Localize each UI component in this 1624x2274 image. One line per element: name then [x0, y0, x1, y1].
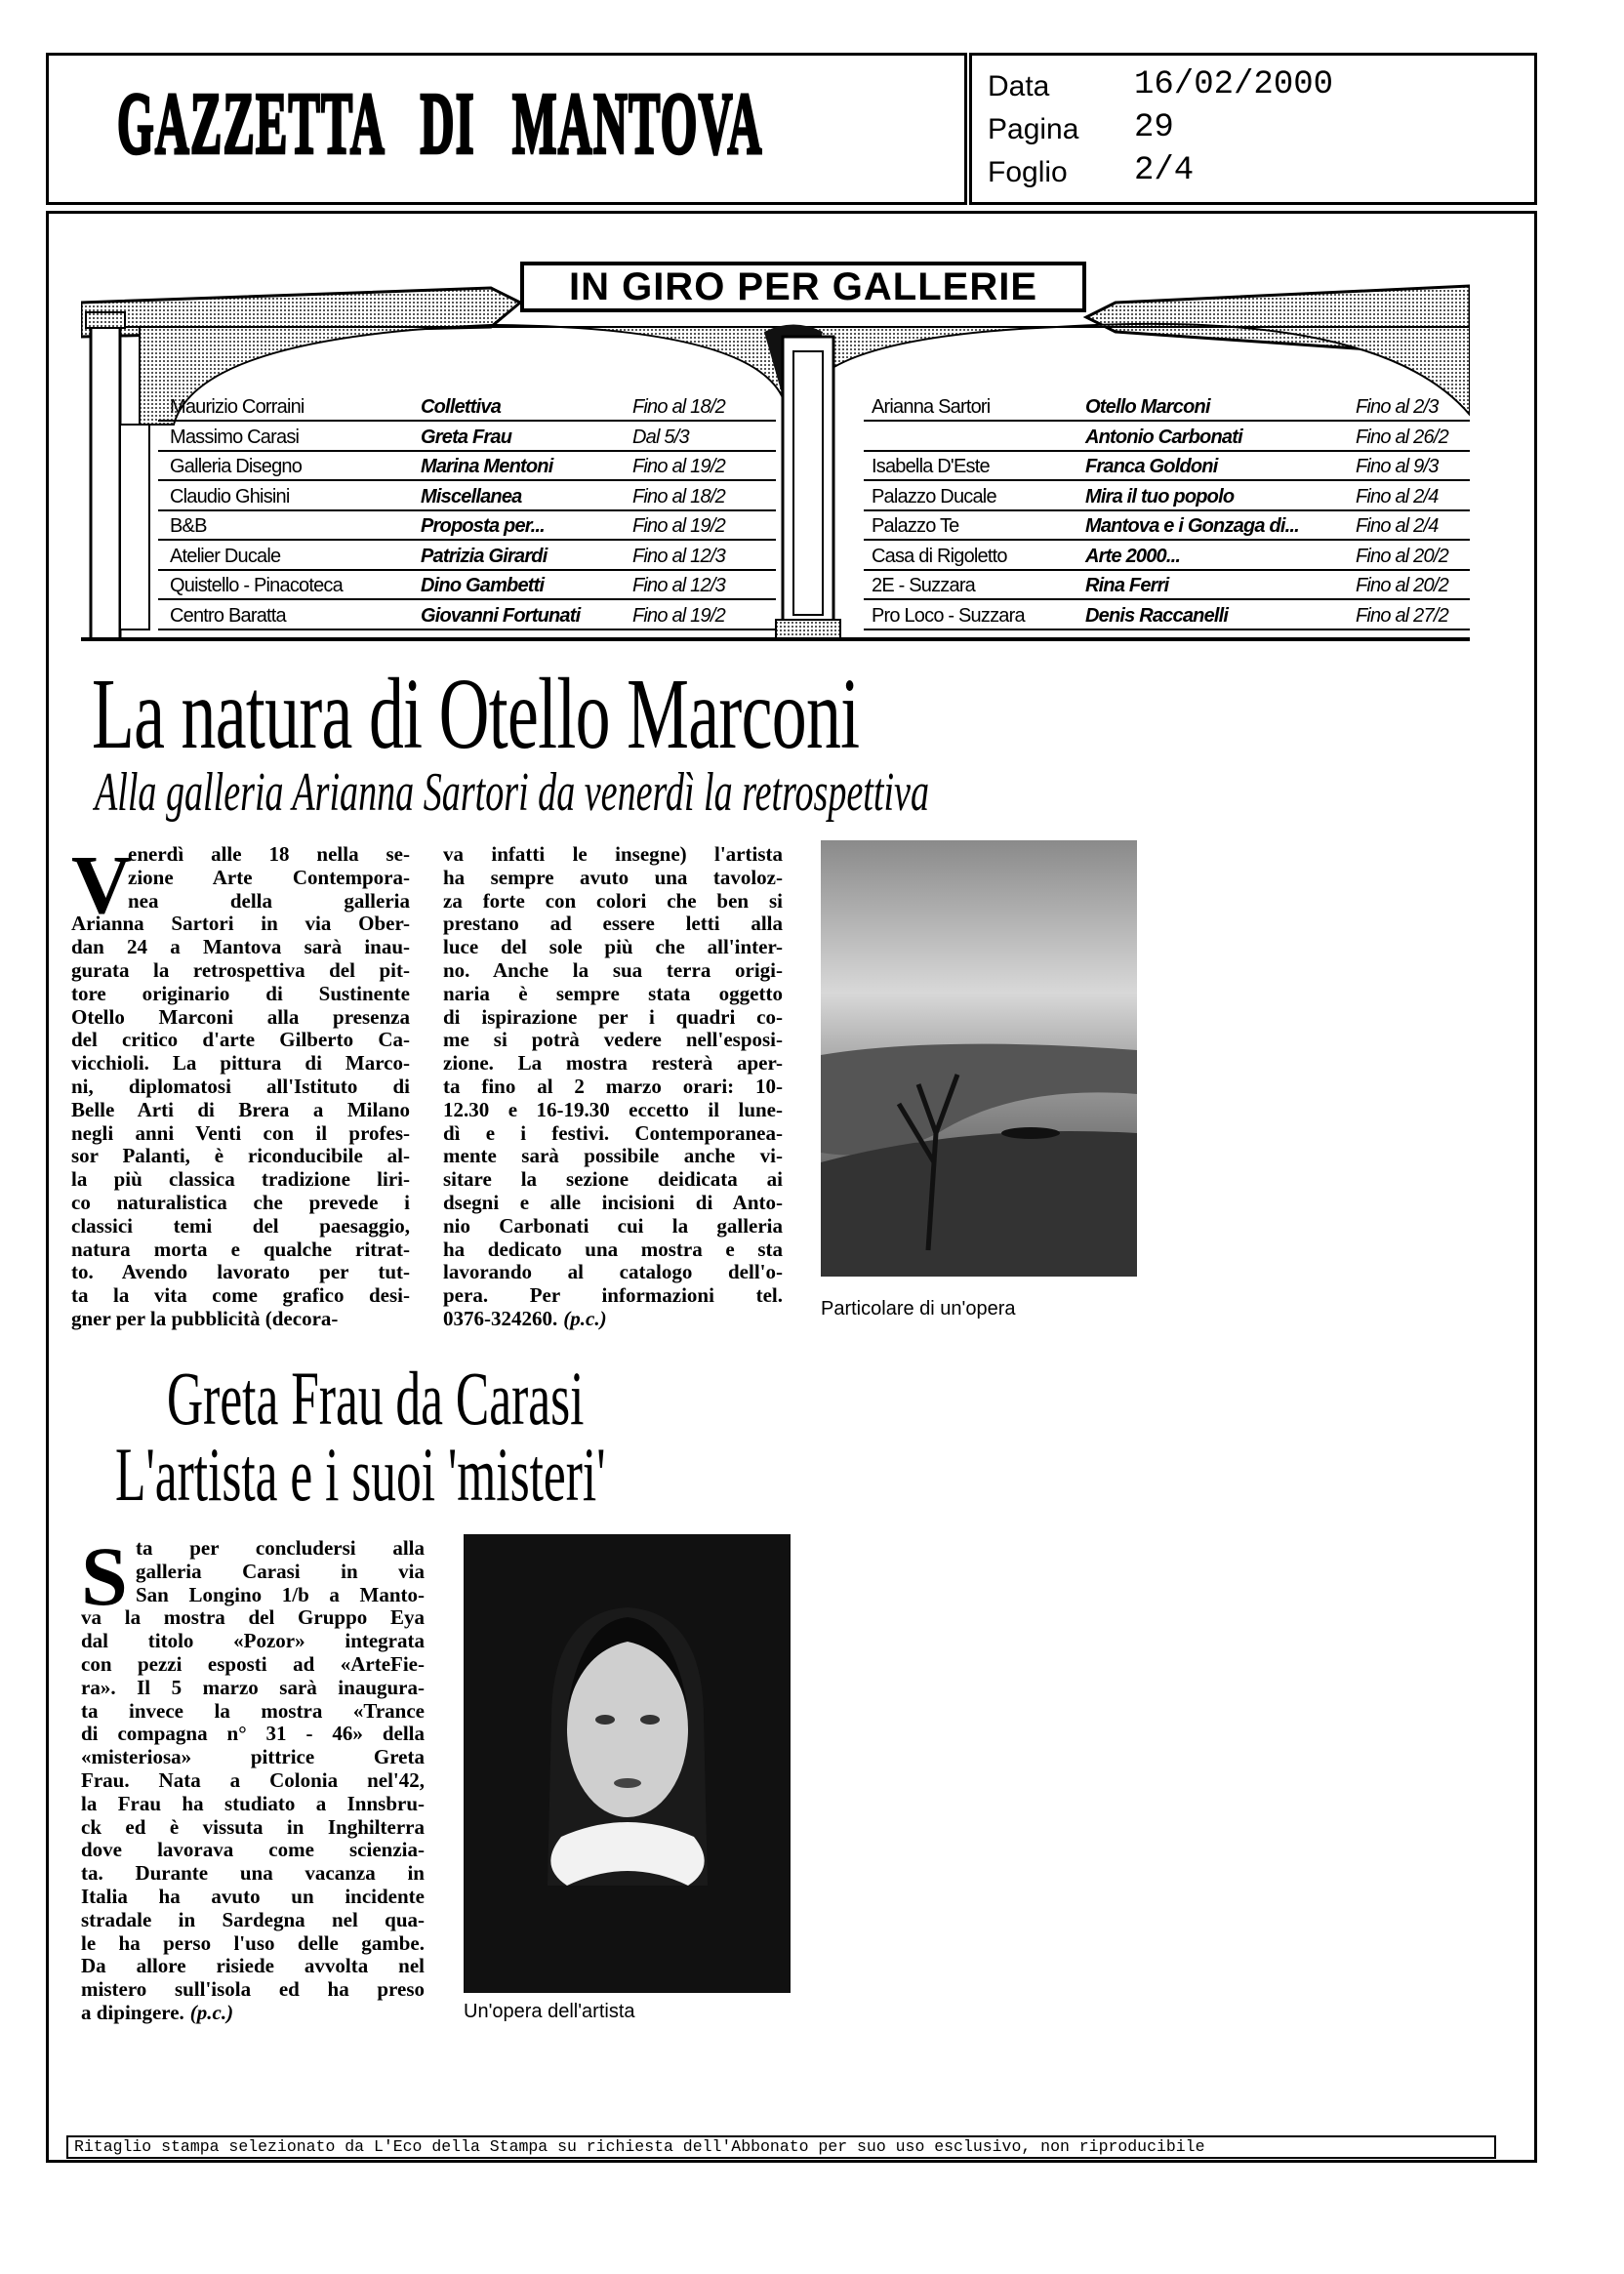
text-line-content: Otello Marconi alla presenza — [71, 1005, 410, 1029]
text-line — [443, 1006, 783, 1030]
text-line-content: enerdì alle 18 nella se- — [128, 843, 410, 866]
text-line — [71, 1052, 410, 1076]
text-line-content: va la mostra del Gruppo Eya — [81, 1606, 425, 1630]
text-line-content: 12.30 e 16-19.30 eccetto il lune- — [443, 1098, 783, 1121]
meta-label: Pagina — [988, 113, 1079, 145]
gallery-section-title: IN GIRO PER GALLERIE — [520, 262, 1086, 312]
text-line-content: prestano ad essere letti alla — [443, 913, 783, 936]
text-line-content: nio Carbonati cui la galleria — [443, 1214, 783, 1238]
text-line — [71, 1076, 410, 1099]
gallery-row — [158, 452, 776, 481]
text-line-content: mistero sull'isola ed ha preso — [81, 1978, 425, 2002]
exhibition-name: Arte 2000... — [1085, 545, 1181, 567]
text-line-content: me si potrà vedere nell'esposi- — [443, 1029, 783, 1052]
text-line-content: Italia ha avuto un incidente — [81, 1885, 425, 1908]
text-line-content: dsegni e alle incisioni di Anto- — [443, 1191, 783, 1214]
exhibition-dates: Fino al 9/3 — [1356, 456, 1439, 477]
text-line — [443, 1308, 783, 1331]
text-line-content: ta invece la mostra «Trance — [81, 1699, 425, 1723]
text-line — [71, 936, 410, 959]
text-line — [81, 1816, 425, 1840]
exhibition-dates: Fino al 26/2 — [1356, 426, 1448, 448]
text-line-content: ha sempre avuto una tavoloz- — [443, 866, 783, 889]
exhibition-dates: Fino al 2/4 — [1356, 515, 1439, 537]
gallery-row — [864, 423, 1470, 452]
text-line-content: to. Avendo lavorato per tut- — [71, 1261, 410, 1284]
photo-caption-2: Un'opera dell'artista — [464, 2001, 635, 2022]
text-line — [81, 1584, 425, 1607]
author-initials: (p.c.) — [189, 2001, 234, 2024]
gallery-row — [158, 571, 776, 600]
exhibition-dates: Fino al 2/3 — [1356, 396, 1439, 418]
text-line-content: zione Arte Contempora- — [128, 866, 410, 889]
text-line-content: la più classica tradizione liri- — [71, 1168, 410, 1192]
gallery-row — [158, 482, 776, 511]
text-line-content: tore originario di Sustinente — [71, 982, 410, 1005]
article-column-2 — [443, 843, 783, 1331]
text-line — [81, 1932, 425, 1956]
exhibition-name: Patrizia Girardi — [421, 545, 548, 567]
text-line-content: di ispirazione per i quadri co- — [443, 1005, 783, 1029]
text-line-content: natura morta e qualche ritrat- — [71, 1238, 410, 1261]
text-line — [71, 913, 410, 936]
text-line-content: Belle Arti di Brera a Milano — [71, 1098, 410, 1121]
text-line-content: pera. Per informazioni tel. — [443, 1284, 783, 1308]
copyright-notice: Ritaglio stampa selezionato da L'Eco della Stampa su richiesta dell'Abbonato per suo uso esclusivo, non riproducibile — [66, 2135, 1496, 2159]
text-line-content: Frau. Nata a Colonia nel'42, — [81, 1768, 425, 1792]
text-line-content: San Longino 1/b a Manto- — [136, 1583, 425, 1606]
drop-cap-2: S — [81, 1529, 128, 1623]
text-line-content: sitare la sezione deidicata ai — [443, 1168, 783, 1192]
text-line-content: naria è sempre stata oggetto — [443, 982, 783, 1005]
text-line — [71, 1308, 410, 1331]
text-line — [443, 913, 783, 936]
text-line — [71, 959, 410, 983]
text-line-content: negli anni Venti con il profes- — [71, 1121, 410, 1145]
drop-cap: V — [71, 837, 133, 931]
text-line — [81, 1955, 425, 1978]
text-line-content: dì e i festivi. Contemporanea- — [443, 1121, 783, 1145]
text-line-content: nea della galleria — [128, 889, 410, 913]
text-line — [71, 867, 410, 890]
text-line-content: ta la vita come grafico desi- — [71, 1284, 410, 1308]
exhibition-dates: Fino al 18/2 — [632, 485, 725, 508]
text-line-content: con pezzi esposti ad «ArteFie- — [81, 1652, 425, 1676]
gallery-name: Atelier Ducale — [170, 545, 281, 567]
text-line-content: vicchioli. La pittura di Marco- — [71, 1052, 410, 1076]
gallery-row — [864, 601, 1470, 630]
text-line — [443, 1099, 783, 1122]
gallery-name: Quistello - Pinacoteca — [170, 575, 343, 596]
text-line-content: ra». Il 5 marzo sarà inaugura- — [81, 1676, 425, 1699]
gallery-name: Casa di Rigoletto — [872, 545, 1007, 567]
text-line — [71, 1215, 410, 1239]
text-line — [71, 983, 410, 1006]
meta-label: Data — [988, 70, 1050, 102]
text-line-content: ni, diplomatosi all'Istituto di — [71, 1075, 410, 1098]
text-line — [71, 1168, 410, 1192]
gallery-row — [864, 452, 1470, 481]
gallery-name: Pro Loco - Suzzara — [872, 604, 1025, 627]
text-line-content: co naturalistica che prevede i — [71, 1191, 410, 1214]
exhibition-dates: Dal 5/3 — [632, 426, 689, 448]
text-line — [443, 983, 783, 1006]
text-line — [443, 1076, 783, 1099]
article-subheadline: Alla galleria Arianna Sartori da venerdì la retrospettiva — [95, 762, 929, 823]
text-line — [81, 1606, 425, 1630]
text-line — [443, 1215, 783, 1239]
text-line — [81, 1793, 425, 1816]
exhibition-dates: Fino al 20/2 — [1356, 575, 1448, 596]
landscape-painting-photo — [821, 840, 1137, 1277]
text-line — [81, 1723, 425, 1746]
text-line-content: gurata la retrospettiva del pit- — [71, 958, 410, 982]
gallery-name: Palazzo Ducale — [872, 485, 996, 508]
text-line — [71, 1284, 410, 1308]
portrait-painting-photo — [464, 1534, 791, 1993]
text-line-content: ta. Durante una vacanza in — [81, 1862, 425, 1886]
text-line — [71, 890, 410, 914]
text-line — [443, 1284, 783, 1308]
article-2-column — [81, 1529, 425, 2025]
text-line — [81, 1862, 425, 1886]
gallery-row — [864, 542, 1470, 571]
text-line — [443, 1261, 783, 1284]
text-line — [81, 1677, 425, 1700]
text-line — [81, 2002, 425, 2025]
text-line-content: va infatti le insegne) l'artista — [443, 843, 783, 866]
text-line-content: za forte con colori che ben si — [443, 889, 783, 913]
text-line — [443, 843, 783, 867]
text-line — [81, 1839, 425, 1862]
text-line-content: ck ed è vissuta in Inghilterra — [81, 1815, 425, 1839]
text-line — [443, 867, 783, 890]
exhibition-name: Denis Raccanelli — [1085, 604, 1229, 627]
exhibition-name: Mira il tuo popolo — [1085, 485, 1235, 508]
masthead-logo: GAZZETTA DI MANTOVA — [117, 74, 763, 173]
text-line-content: galleria Carasi in via — [136, 1560, 425, 1583]
gallery-name: Massimo Carasi — [170, 426, 300, 448]
text-line — [71, 1261, 410, 1284]
text-line — [81, 1537, 425, 1561]
text-line-content: Da allore risiede avvolta nel — [81, 1955, 425, 1978]
exhibition-dates: Fino al 19/2 — [632, 456, 725, 477]
exhibition-name: Antonio Carbonati — [1085, 426, 1242, 448]
gallery-row — [158, 423, 776, 452]
text-line — [443, 959, 783, 983]
exhibition-name: Rina Ferri — [1085, 575, 1169, 596]
text-line — [443, 1239, 783, 1262]
gallery-row — [864, 571, 1470, 600]
exhibition-dates: Fino al 18/2 — [632, 396, 725, 418]
text-line-content: ha dedicato una mostra e sta — [443, 1238, 783, 1261]
article-headline: La natura di Otello Marconi — [92, 658, 860, 770]
gallery-name: Arianna Sartori — [872, 396, 991, 418]
text-line-content: le ha perso l'uso delle gambe. — [81, 1931, 425, 1955]
text-line — [443, 890, 783, 914]
exhibition-dates: Fino al 12/3 — [632, 545, 725, 567]
exhibition-dates: Fino al 2/4 — [1356, 485, 1439, 508]
gallery-row — [864, 482, 1470, 511]
exhibition-name: Mantova e i Gonzaga di... — [1085, 515, 1299, 537]
gallery-row — [158, 511, 776, 541]
text-line — [81, 1978, 425, 2002]
text-line — [71, 1122, 410, 1146]
text-line-content: sor Palanti, è riconducibile al- — [71, 1145, 410, 1168]
gallery-name: Palazzo Te — [872, 515, 959, 537]
author-initials: (p.c.) — [563, 1307, 607, 1330]
photo-caption: Particolare di un'opera — [821, 1298, 1016, 1320]
meta-value: 16/02/2000 — [1134, 66, 1334, 103]
text-line-content: dal titolo «Pozor» integrata — [81, 1630, 425, 1653]
text-line — [443, 1168, 783, 1192]
exhibition-name: Greta Frau — [421, 426, 512, 448]
exhibition-name: Collettiva — [421, 396, 502, 418]
exhibition-dates: Fino al 19/2 — [632, 515, 725, 537]
text-line-content: di compagna n° 31 - 46» della — [81, 1723, 425, 1746]
article-column-1 — [71, 837, 410, 1331]
text-line — [81, 1909, 425, 1932]
exhibition-name: Marina Mentoni — [421, 456, 553, 477]
text-line — [71, 1239, 410, 1262]
gallery-name: Centro Baratta — [170, 604, 286, 627]
text-line — [71, 1099, 410, 1122]
text-line-content: la Frau ha studiato a Innsbru- — [81, 1792, 425, 1815]
text-line — [81, 1653, 425, 1677]
text-line — [443, 1192, 783, 1215]
text-line-content: «misteriosa» pittrice Greta — [81, 1746, 425, 1769]
exhibition-dates: Fino al 20/2 — [1356, 545, 1448, 567]
text-line — [81, 1886, 425, 1909]
text-line-content: ta per concludersi alla — [136, 1537, 425, 1560]
gallery-row — [158, 542, 776, 571]
text-line — [81, 1561, 425, 1584]
text-line — [71, 1029, 410, 1052]
exhibition-dates: Fino al 19/2 — [632, 604, 725, 627]
text-line — [71, 1145, 410, 1168]
text-line-content: ta fino al 2 marzo orari: 10- — [443, 1075, 783, 1098]
text-line-content: gner per la pubblicità (decora- — [71, 1307, 339, 1330]
article-headline-2-line2: L'artista e i suoi 'misteri' — [115, 1432, 606, 1517]
exhibition-name: Giovanni Fortunati — [421, 604, 581, 627]
text-line — [443, 1029, 783, 1052]
gallery-name: B&B — [170, 515, 207, 537]
exhibition-name: Proposta per... — [421, 515, 545, 537]
text-line — [71, 1192, 410, 1215]
text-line-content: zione. La mostra resterà aper- — [443, 1052, 783, 1076]
text-line-content: lavorando al catalogo dell'o- — [443, 1261, 783, 1284]
text-line — [81, 1700, 425, 1724]
text-line — [71, 1006, 410, 1030]
text-line-content: Arianna Sartori in via Ober- — [71, 913, 410, 936]
gallery-row — [158, 392, 776, 422]
text-line-content: 0376-324260. — [443, 1307, 558, 1330]
text-line — [443, 1145, 783, 1168]
text-line — [443, 1122, 783, 1146]
gallery-row — [864, 392, 1470, 422]
text-line — [81, 1746, 425, 1769]
text-line — [443, 1052, 783, 1076]
text-line — [443, 936, 783, 959]
meta-value: 2/4 — [1134, 152, 1195, 189]
text-line-content: no. Anche la sua terra origi- — [443, 958, 783, 982]
exhibition-name: Miscellanea — [421, 485, 522, 508]
exhibition-dates: Fino al 12/3 — [632, 575, 725, 596]
gallery-name: Maurizio Corraini — [170, 396, 304, 418]
exhibition-name: Otello Marconi — [1085, 396, 1210, 418]
gallery-row — [158, 601, 776, 630]
text-line-content: dan 24 a Mantova sarà inau- — [71, 936, 410, 959]
meta-label: Foglio — [988, 156, 1068, 188]
gallery-row — [864, 511, 1470, 541]
text-line-content: del critico d'arte Gilberto Ca- — [71, 1029, 410, 1052]
text-line-content: classici temi del paesaggio, — [71, 1214, 410, 1238]
text-line — [81, 1630, 425, 1653]
text-line-content: dove lavorava come scienzia- — [81, 1839, 425, 1862]
text-line-content: mente sarà possibile anche vi- — [443, 1145, 783, 1168]
gallery-name: 2E - Suzzara — [872, 575, 976, 596]
gallery-name: Galleria Disegno — [170, 456, 303, 477]
meta-value: 29 — [1134, 109, 1174, 146]
text-line-content: a dipingere. — [81, 2001, 184, 2024]
text-line — [81, 1769, 425, 1793]
gallery-name: Claudio Ghisini — [170, 485, 290, 508]
text-line-content: stradale in Sardegna nel qua- — [81, 1908, 425, 1931]
gallery-name: Isabella D'Este — [872, 456, 990, 477]
exhibition-name: Dino Gambetti — [421, 575, 545, 596]
text-line-content: luce del sole più che all'inter- — [443, 936, 783, 959]
text-line — [71, 843, 410, 867]
article-headline-2: Greta Frau da Carasi — [167, 1356, 585, 1441]
exhibition-dates: Fino al 27/2 — [1356, 604, 1448, 627]
exhibition-name: Franca Goldoni — [1085, 456, 1218, 477]
